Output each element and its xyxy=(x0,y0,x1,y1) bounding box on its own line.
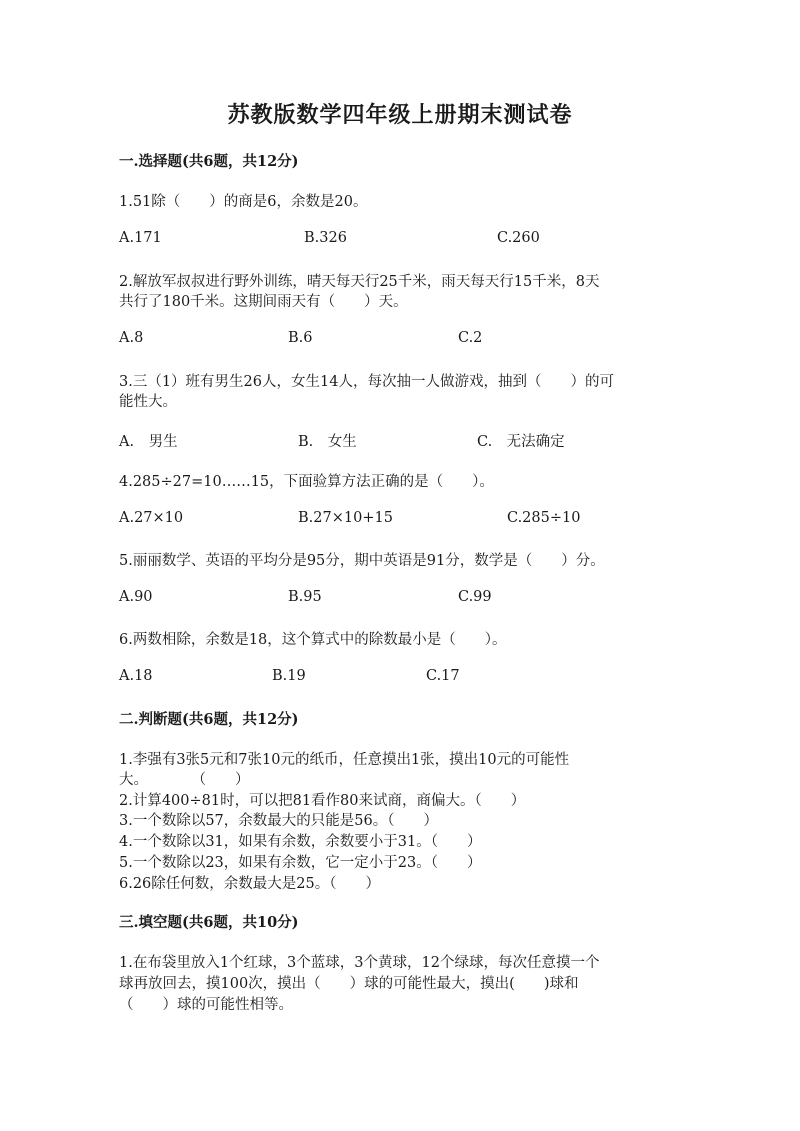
option-c: C. 无法确定 xyxy=(477,434,565,450)
page-title: 苏教版数学四年级上册期末测试卷 xyxy=(227,102,573,128)
option-a: A.27×10 xyxy=(119,510,184,526)
option-b: B.27×10+15 xyxy=(298,510,393,526)
option-c: C.17 xyxy=(426,668,460,684)
section-heading-judgement: 二.判断题(共6题，共12分) xyxy=(119,711,299,728)
question-text: 2.解放军叔叔进行野外训练，晴天每天行25千米，雨天每天行15千米，8天 xyxy=(119,274,600,290)
question-text: 共行了180千米。这期间雨天有（ ）天。 xyxy=(119,294,408,310)
question-text: 6.两数相除，余数是18，这个算式中的除数最小是（ ）。 xyxy=(119,632,507,648)
option-c: C.260 xyxy=(497,230,540,246)
question-text: 1.在布袋里放入1个红球，3个蓝球，3个黄球，12个绿球，每次任意摸一个 xyxy=(119,955,600,971)
question-text: 5.丽丽数学、英语的平均分是95分，期中英语是91分，数学是（ ）分。 xyxy=(119,553,605,569)
option-b: B.19 xyxy=(272,668,306,684)
option-c: C.99 xyxy=(458,589,492,605)
option-b: B.6 xyxy=(288,330,313,346)
question-text: 3.三（1）班有男生26人，女生14人，每次抽一人做游戏，抽到（ ）的可 xyxy=(119,374,614,390)
section-heading-choice: 一.选择题(共6题，共12分) xyxy=(119,153,299,170)
question-text: （ ）球的可能性相等。 xyxy=(119,997,293,1013)
option-a: A.171 xyxy=(119,230,162,246)
statement-text: 6.26除任何数，余数最大是25。（ ） xyxy=(119,876,380,892)
section-heading-fill-in: 三.填空题(共6题，共10分) xyxy=(119,914,299,931)
option-c: C.2 xyxy=(458,330,483,346)
statement-text: 3.一个数除以57，余数最大的只能是56。（ ） xyxy=(119,813,438,829)
question-text: 4.285÷27=10……15，下面验算方法正确的是（ ）。 xyxy=(119,474,494,490)
question-text: 能性大。 xyxy=(119,394,177,410)
option-a: A.8 xyxy=(119,330,144,346)
statement-text: 4.一个数除以31，如果有余数，余数要小于31。（ ） xyxy=(119,834,482,850)
statement-text: 5.一个数除以23，如果有余数，它一定小于23。（ ） xyxy=(119,855,482,871)
option-b: B.95 xyxy=(288,589,322,605)
statement-text: 1.李强有3张5元和7张10元的纸币，任意摸出1张，摸出10元的可能性 xyxy=(119,752,570,768)
option-b: B.326 xyxy=(304,230,347,246)
question-text: 1.51除（ ）的商是6，余数是20。 xyxy=(119,194,368,210)
option-a: A. 男生 xyxy=(119,434,178,450)
option-a: A.18 xyxy=(119,668,153,684)
statement-text: 大。 （ ） xyxy=(119,772,250,788)
option-a: A.90 xyxy=(119,589,153,605)
option-c: C.285÷10 xyxy=(507,510,581,526)
option-b: B. 女生 xyxy=(298,434,357,450)
question-text: 球再放回去，摸100次，摸出（ ）球的可能性最大，摸出( )球和 xyxy=(119,976,579,992)
statement-text: 2.计算400÷81时，可以把81看作80来试商，商偏大。（ ） xyxy=(119,793,526,809)
